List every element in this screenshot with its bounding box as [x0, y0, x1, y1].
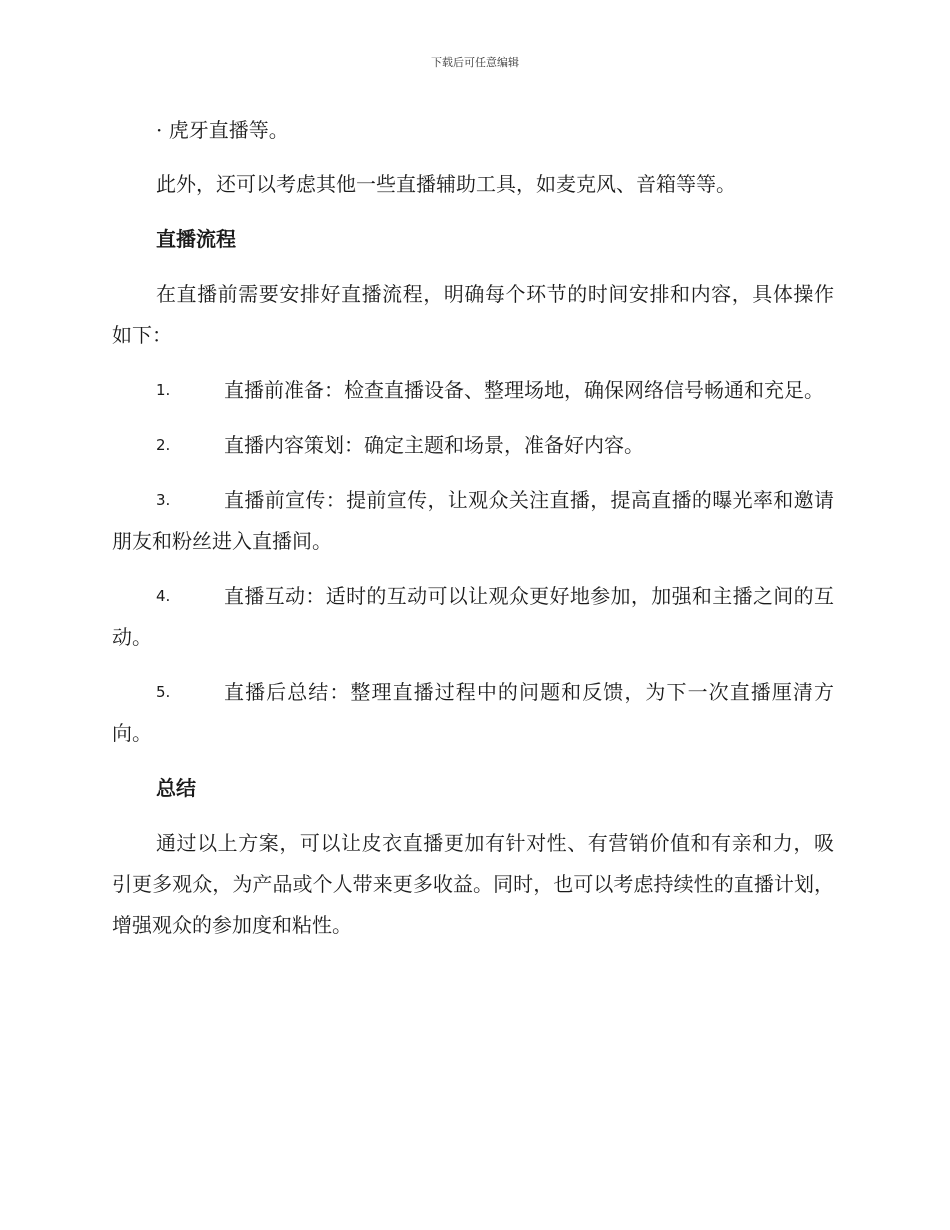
section-heading-flow: 直播流程: [156, 227, 236, 251]
page-header: 下载后可任意编辑: [431, 56, 519, 69]
list-item-number: 5.: [156, 683, 171, 701]
paragraph-summary: 通过以上方案，可以让皮衣直播更加有针对性、有营销价值和有亲和力，吸引更多观众，为产品或个人带来更多收益。同时，也可以考虑持续性的直播计划，增强观众的参加度和粘性。: [112, 831, 834, 937]
list-item: [112, 370, 834, 411]
list-item: [112, 480, 834, 562]
section-heading-summary: 总结: [156, 776, 196, 800]
list-item-text: 直播前准备：检查直播设备、整理场地，确保网络信号畅通和充足。: [224, 378, 824, 402]
list-item-text: 直播内容策划：确定主题和场景，准备好内容。: [224, 433, 644, 457]
list-item-text: 直播前宣传：提前宣传，让观众关注直播，提高直播的曝光率和邀请朋友和粉丝进入直播间。: [112, 488, 834, 553]
list-item-number: 4.: [156, 587, 171, 605]
list-item: [112, 425, 834, 466]
list-item-text: 直播互动：适时的互动可以让观众更好地参加，加强和主播之间的互动。: [112, 584, 834, 649]
bullet-line: · 虎牙直播等。: [156, 118, 289, 142]
list-item: [112, 576, 834, 658]
paragraph-flow-intro: 在直播前需要安排好直播流程，明确每个环节的时间安排和内容，具体操作如下：: [112, 282, 834, 347]
list-item: [112, 672, 834, 754]
document-body: [112, 110, 834, 960]
paragraph-tools: 此外，还可以考虑其他一些直播辅助工具，如麦克风、音箱等等。: [156, 172, 736, 196]
list-item-number: 2.: [156, 436, 171, 454]
list-item-text: 直播后总结：整理直播过程中的问题和反馈，为下一次直播厘清方向。: [112, 680, 834, 745]
list-item-number: 3.: [156, 491, 171, 509]
list-item-number: 1.: [156, 381, 171, 399]
